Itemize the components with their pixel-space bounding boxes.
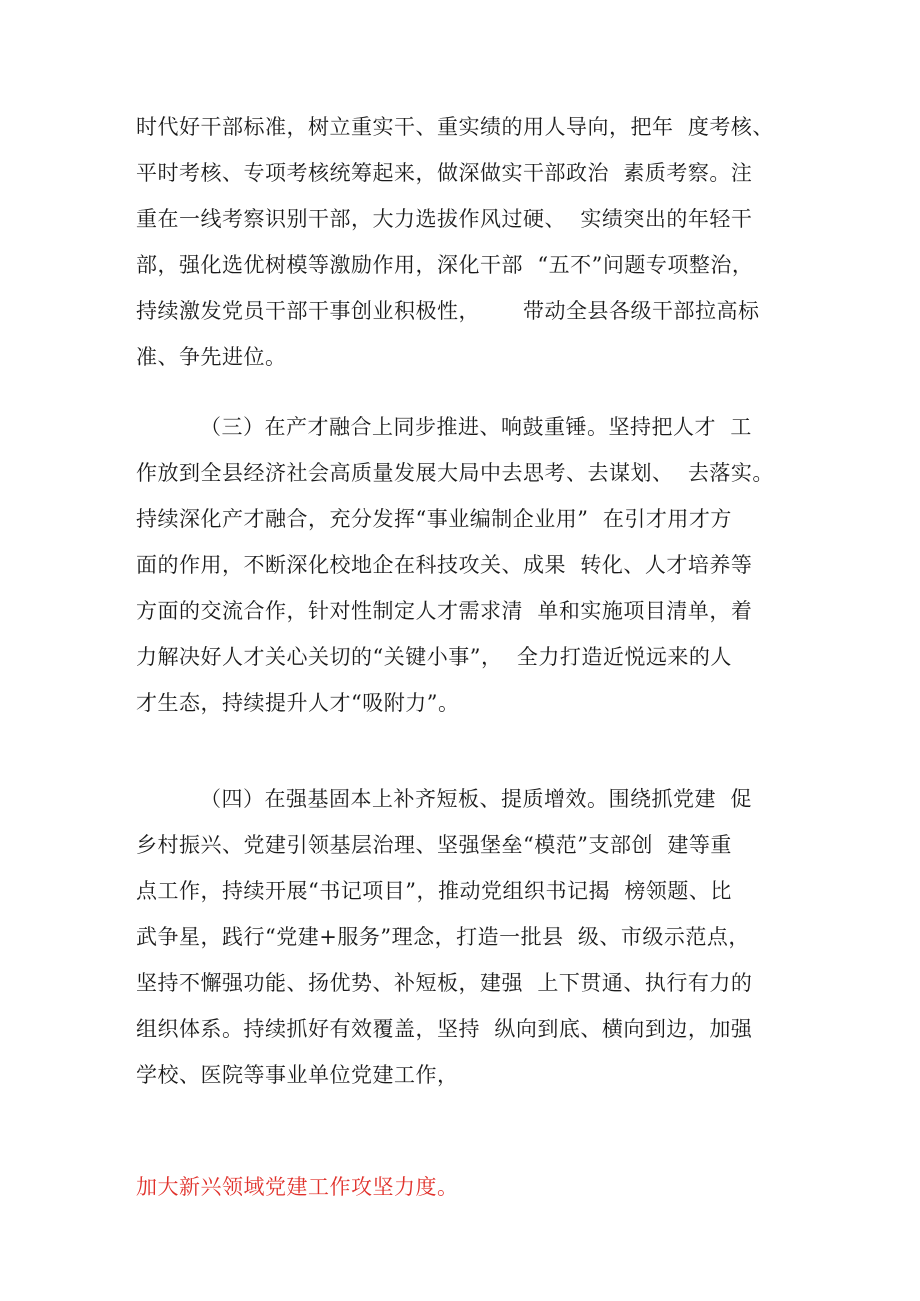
- text-line: 部，强化选优树模等激励作用，深化干部 “五不”问题专项整治，: [136, 253, 754, 277]
- text-line: 乡村振兴、党建引领基层治理、坚强堡垒“模范”支部创 建等重: [136, 833, 732, 857]
- text-line: 时代好干部标准，树立重实干、重实绩的用人导向，把年 度考核、: [136, 115, 774, 139]
- text-line: 坚持不懈强功能、扬优势、补短板，建强 上下贯通、执行有力的: [136, 971, 753, 995]
- text-line: 重在一线考察识别干部，大力选拔作风过硬、 实绩突出的年轻干: [136, 207, 753, 231]
- highlighted-text-line: 加大新兴领域党建工作攻坚力度。: [136, 1175, 459, 1199]
- paragraph-grassroots-foundation: [136, 776, 796, 1098]
- paragraph-cadre-evaluation: [136, 104, 796, 380]
- text-line: 学校、医院等事业单位党建工作，: [136, 1063, 459, 1087]
- paragraph-highlighted-note: [136, 1164, 796, 1210]
- text-line: 武争星，践行“党建+服务”理念，打造一批县 级、市级示范点，: [136, 925, 750, 949]
- text-line: （三）在产才融合上同步推进、响鼓重锤。坚持把人才 工: [200, 415, 752, 439]
- text-line: 面的作用，不断深化校地企在科技攻关、成果 转化、人才培养等: [136, 553, 753, 577]
- text-line: 平时考核、专项考核统筹起来，做深做实干部政治 素质考察。注: [136, 161, 753, 185]
- text-line: 准、争先进位。: [136, 345, 287, 369]
- text-line: 力解决好人才关心关切的“关键小事”， 全力打造近悦远来的人: [136, 645, 732, 669]
- text-line: 持续激发党员干部干事创业积极性， 带动全县各级干部拉高标: [136, 299, 760, 323]
- text-line: 作放到全县经济社会高质量发展大局中去思考、去谋划、 去落实。: [136, 461, 774, 485]
- text-line: 才生态，持续提升人才“吸附力”。: [136, 691, 460, 715]
- text-line: 持续深化产才融合，充分发挥“事业编制企业用” 在引才用才方: [136, 507, 732, 531]
- text-line: 组织体系。持续抓好有效覆盖，坚持 纵向到底、横向到边，加强: [136, 1017, 753, 1041]
- text-line: 方面的交流合作，针对性制定人才需求清 单和实施项目清单，着: [136, 599, 753, 623]
- paragraph-talent-integration: [136, 404, 796, 726]
- text-line: 点工作，持续开展“书记项目”，推动党组织书记揭 榜领题、比: [136, 879, 732, 903]
- text-line: （四）在强基固本上补齐短板、提质增效。围绕抓党建 促: [200, 787, 752, 811]
